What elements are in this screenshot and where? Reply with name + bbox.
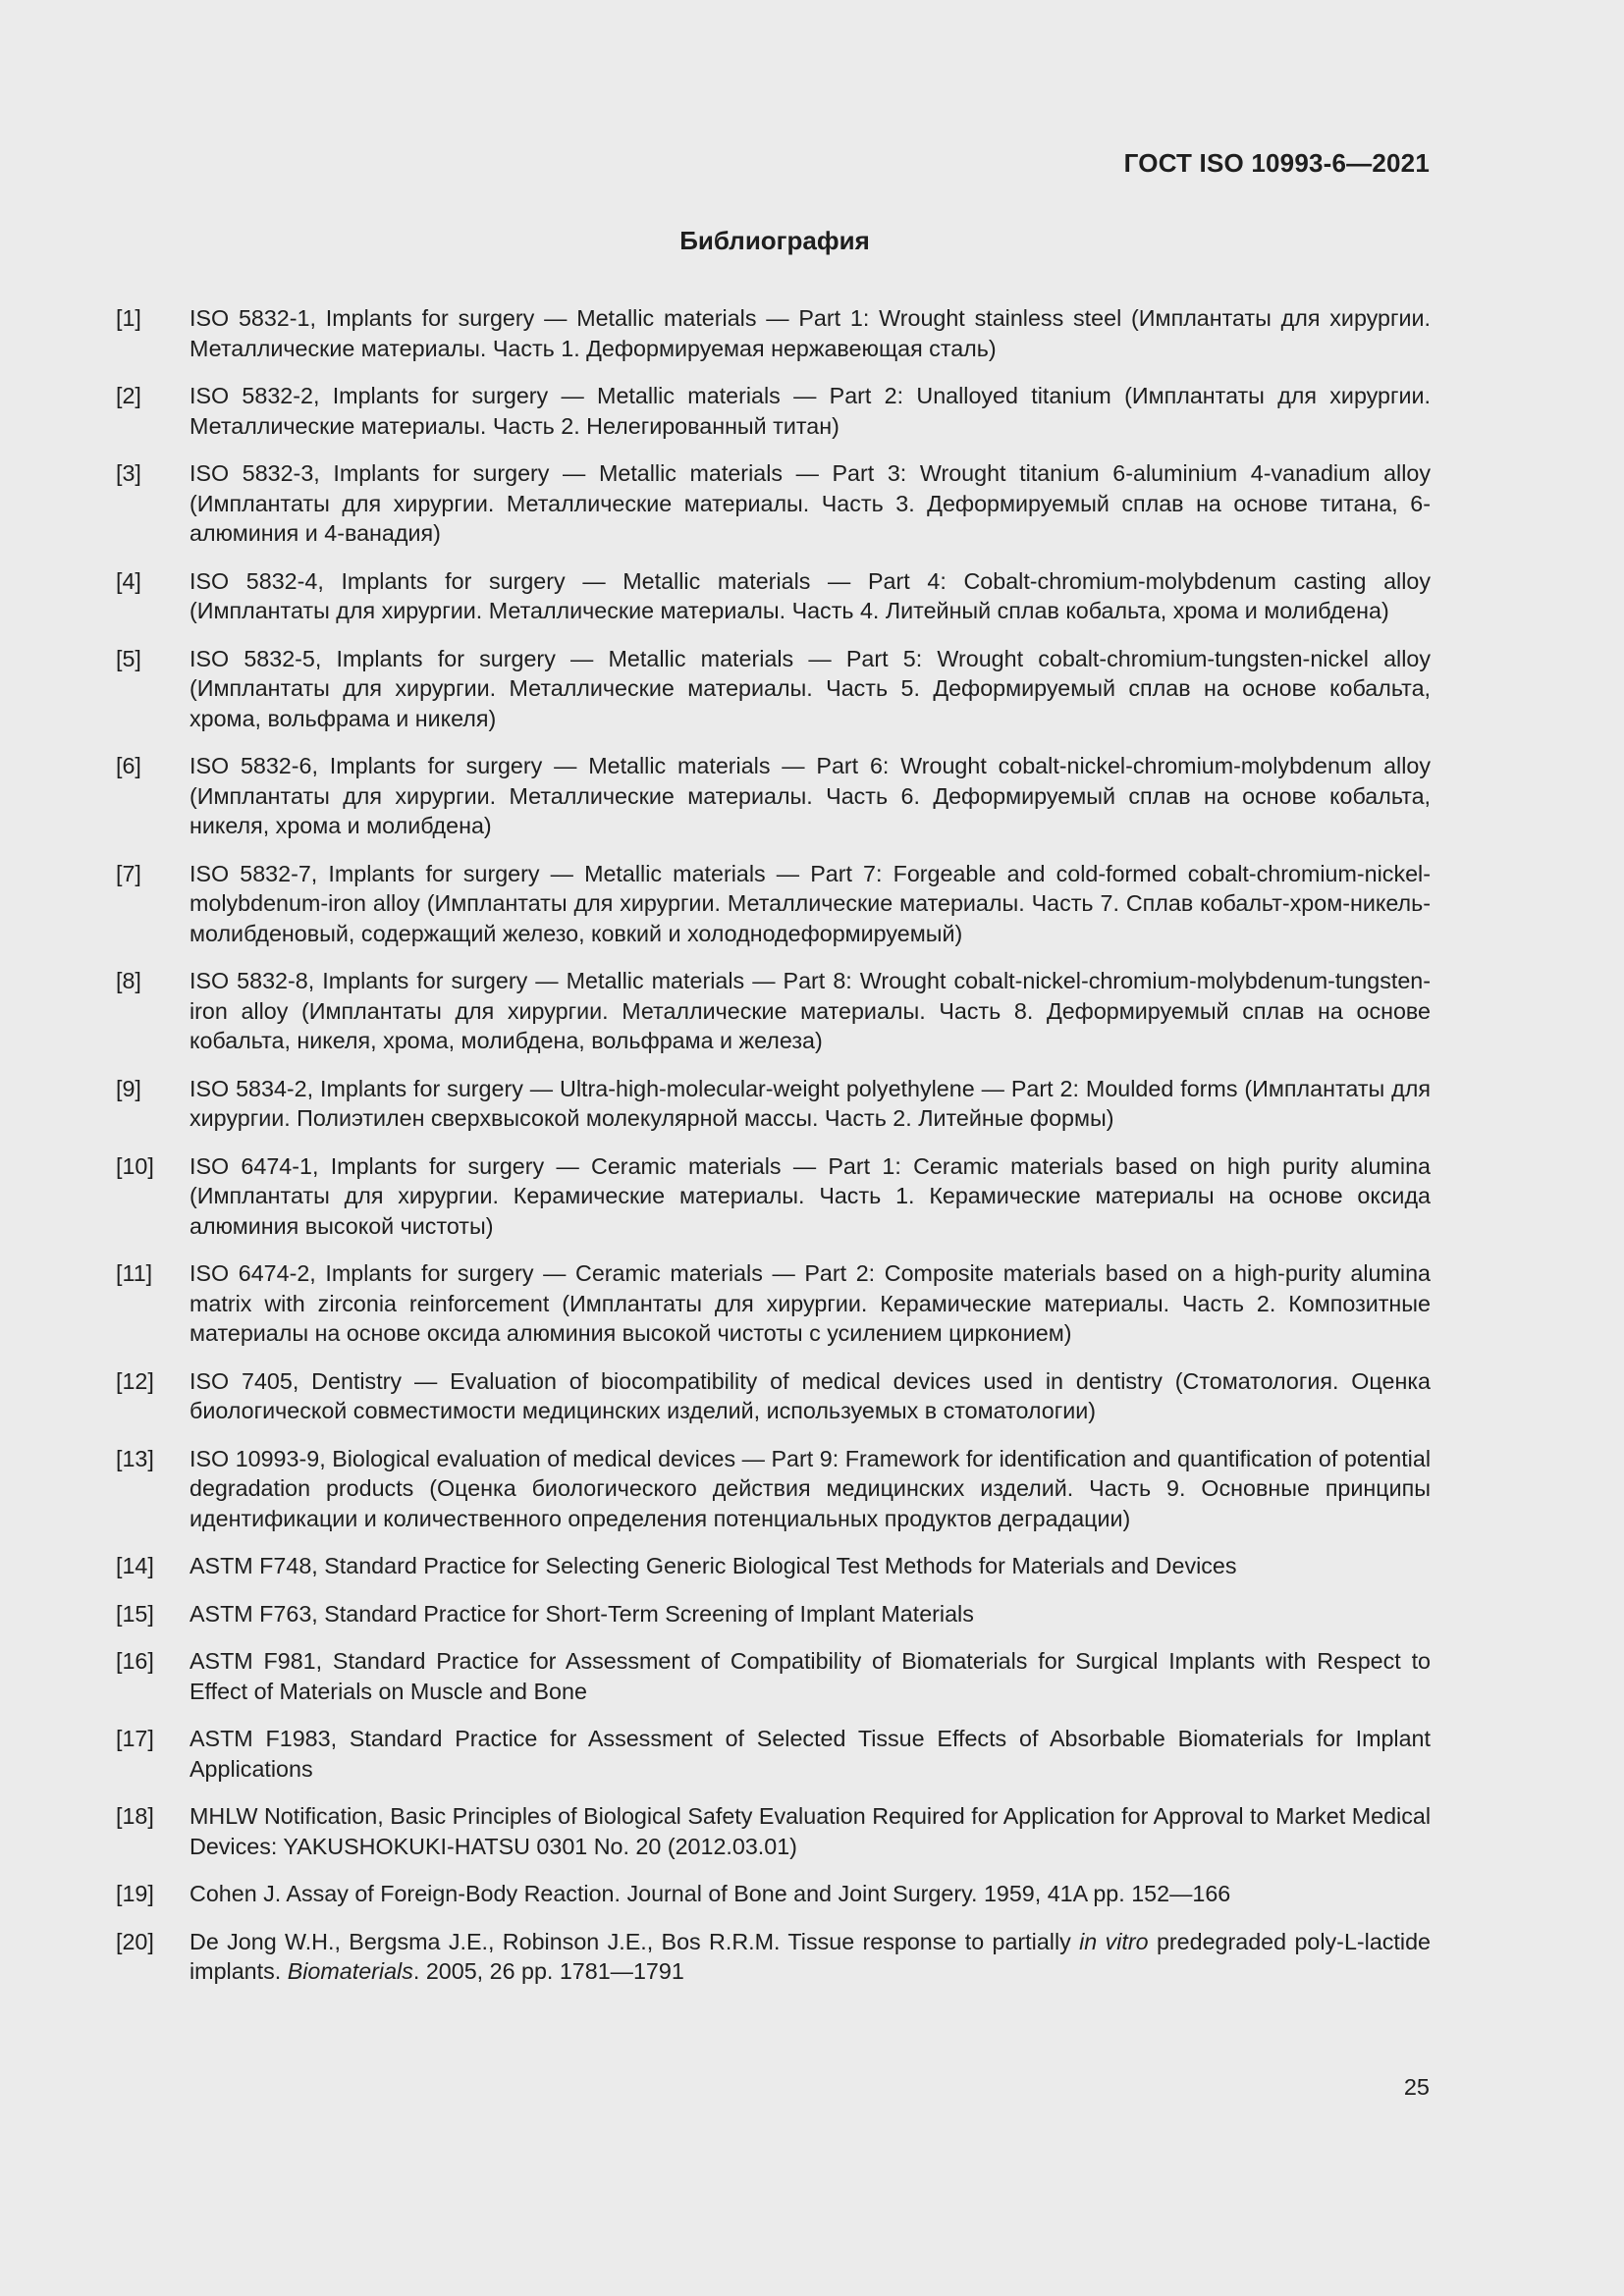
reference-text: ISO 5832-3, Implants for surgery — Metallic materials — Part 3: Wrought titanium 6-aluminium 4-vanadium alloy (Имплантаты для хирургии. Металлические материалы. Часть 3. Деформируемый сплав на основе титана, 6-алюминия и 4-ванадия) xyxy=(189,460,1431,546)
reference-number: [6] xyxy=(116,753,141,778)
reference-item-1 xyxy=(116,303,1431,363)
reference-number: [3] xyxy=(116,460,141,486)
reference-text: ISO 6474-1, Implants for surgery — Ceramic materials — Part 1: Ceramic materials based on high purity alumina (Имплантаты для хирургии. Керамические материалы. Часть 1. Керамические материалы на основе оксида алюминия высокой чистоты) xyxy=(189,1152,1431,1239)
reference-item-12 xyxy=(116,1366,1431,1426)
reference-text: ASTM F981, Standard Practice for Assessment of Compatibility of Biomaterials for Surgical Implants with Respect to Effect of Materials on Muscle and Bone xyxy=(189,1648,1431,1704)
reference-item-10 xyxy=(116,1151,1431,1242)
reference-item-20 xyxy=(116,1927,1431,1987)
reference-item-14 xyxy=(116,1551,1431,1581)
reference-number: [7] xyxy=(116,860,141,886)
reference-item-16 xyxy=(116,1646,1431,1706)
reference-item-2 xyxy=(116,381,1431,441)
reference-number: [9] xyxy=(116,1075,141,1101)
reference-text: ASTM F748, Standard Practice for Selecting Generic Biological Test Methods for Materials and Devices xyxy=(189,1553,1237,1578)
reference-number: [2] xyxy=(116,383,141,408)
reference-number: [17] xyxy=(116,1726,154,1751)
page-number: 25 xyxy=(1403,2074,1430,2100)
reference-number: [1] xyxy=(116,305,141,331)
reference-number: [11] xyxy=(116,1260,153,1286)
reference-number: [16] xyxy=(116,1648,154,1674)
reference-number: [14] xyxy=(116,1553,154,1578)
reference-number: [12] xyxy=(116,1367,154,1394)
reference-item-6 xyxy=(116,751,1431,841)
reference-text-part: . 2005, 26 pp. 1781—1791 xyxy=(412,1958,684,1984)
reference-text: ISO 5832-2, Implants for surgery — Metallic materials — Part 2: Unalloyed titanium (Имплантаты для хирургии. Металлические материалы. Часть 2. Нелегированный титан) xyxy=(189,383,1431,439)
reference-item-13 xyxy=(116,1444,1431,1534)
reference-text-part: predegraded poly-L-lactide implants. xyxy=(189,1928,1431,1984)
reference-item-9 xyxy=(116,1074,1431,1134)
reference-text-part: De Jong W.H., Bergsma J.E., Robinson J.E., Bos R.R.M. Tissue response to partially xyxy=(189,1928,1080,1954)
reference-number: [5] xyxy=(116,645,141,671)
reference-item-5 xyxy=(116,644,1431,734)
reference-text: ISO 5832-4, Implants for surgery — Metallic materials — Part 4: Cobalt-chromium-molybdenum casting alloy (Имплантаты для хирургии. Металлические материалы. Часть 4. Литейный сплав кобальта, хрома и молибдена) xyxy=(189,567,1431,623)
reference-number: [4] xyxy=(116,567,141,594)
reference-item-18 xyxy=(116,1801,1431,1861)
reference-number: [19] xyxy=(116,1881,154,1906)
reference-number: [18] xyxy=(116,1803,154,1829)
reference-text: ASTM F763, Standard Practice for Short-Term Screening of Implant Materials xyxy=(189,1600,974,1627)
reference-text: Cohen J. Assay of Foreign-Body Reaction. Journal of Bone and Joint Surgery. 1959, 41A pp. 152—166 xyxy=(189,1881,1231,1906)
reference-text xyxy=(189,1927,1431,1987)
reference-number: [13] xyxy=(116,1445,154,1471)
reference-text: ISO 7405, Dentistry — Evaluation of biocompatibility of medical devices used in dentistry (Стоматология. Оценка биологической совместимости медицинских изделий, используемых в стоматологии) xyxy=(189,1367,1431,1423)
reference-item-7 xyxy=(116,859,1431,949)
reference-text: ISO 5832-8, Implants for surgery — Metallic materials — Part 8: Wrought cobalt-nickel-chromium-molybdenum-tungsten-iron alloy (Имплантаты для хирургии. Металлические материалы. Часть 8. Деформируемый сплав на основе кобальта, никеля, хрома, молибдена, вольфрама и железа) xyxy=(189,968,1431,1053)
reference-list xyxy=(116,303,1431,2004)
journal-name-italic: Biomaterials xyxy=(287,1958,413,1984)
reference-text: MHLW Notification, Basic Principles of Biological Safety Evaluation Required for Application for Approval to Market Medical Devices: YAKUSHOKUKI-HATSU 0301 No. 20 (2012.03.01) xyxy=(189,1803,1431,1859)
reference-text: ISO 5832-1, Implants for surgery — Metallic materials — Part 1: Wrought stainless steel (Имплантаты для хирургии. Металлические материалы. Часть 1. Деформируемая нержавеющая сталь) xyxy=(189,305,1431,361)
reference-text: ISO 5834-2, Implants for surgery — Ultra-high-molecular-weight polyethylene — Part 2: Moulded forms (Имплантаты для хирургии. Полиэтилен сверхвысокой молекулярной массы. Часть 2. Литейные формы) xyxy=(189,1075,1431,1131)
reference-text: ISO 10993-9, Biological evaluation of medical devices — Part 9: Framework for identification and quantification of potential degradation products (Оценка биологического действия медицинских изделий. Часть 9. Основные принципы идентификации и количественного определения потенциальных продуктов деградации) xyxy=(189,1445,1431,1531)
reference-number: [20] xyxy=(116,1928,154,1954)
reference-item-19 xyxy=(116,1879,1431,1909)
reference-text: ISO 5832-7, Implants for surgery — Metallic materials — Part 7: Forgeable and cold-formed cobalt-chromium-nickel-molybdenum-iron alloy (Имплантаты для хирургии. Металлические материалы. Часть 7. Сплав кобальт-хром-никель-молибденовый, содержащий железо, ковкий и холоднодеформируемый) xyxy=(189,860,1431,946)
reference-number: [8] xyxy=(116,968,141,993)
reference-item-11 xyxy=(116,1258,1431,1349)
reference-text: ISO 6474-2, Implants for surgery — Ceramic materials — Part 2: Composite materials based on a high-purity alumina matrix with zirconia reinforcement (Имплантаты для хирургии. Керамические материалы. Часть 2. Композитные материалы на основе оксида алюминия высокой чистоты с усилением цирконием) xyxy=(189,1260,1431,1346)
reference-number: [10] xyxy=(116,1152,154,1179)
reference-item-4 xyxy=(116,566,1431,626)
reference-item-15 xyxy=(116,1599,1431,1629)
reference-text: ISO 5832-5, Implants for surgery — Metallic materials — Part 5: Wrought cobalt-chromium-tungsten-nickel alloy (Имплантаты для хирургии. Металлические материалы. Часть 5. Деформируемый сплав на основе кобальта, хрома, вольфрама и никеля) xyxy=(189,645,1431,731)
reference-text-italic: in vitro xyxy=(1079,1928,1149,1954)
reference-item-17 xyxy=(116,1724,1431,1784)
reference-item-3 xyxy=(116,458,1431,549)
standard-code-header: ГОСТ ISO 10993-6—2021 xyxy=(1123,148,1430,178)
reference-text: ASTM F1983, Standard Practice for Assessment of Selected Tissue Effects of Absorbable Biomaterials for Implant Applications xyxy=(189,1726,1431,1782)
reference-text: ISO 5832-6, Implants for surgery — Metallic materials — Part 6: Wrought cobalt-nickel-chromium-molybdenum alloy (Имплантаты для хирургии. Металлические материалы. Часть 6. Деформируемый сплав на основе кобальта, никеля, хрома и молибдена) xyxy=(189,753,1431,838)
reference-number: [15] xyxy=(116,1600,154,1627)
reference-item-8 xyxy=(116,966,1431,1056)
bibliography-title: Библиография xyxy=(679,226,870,255)
